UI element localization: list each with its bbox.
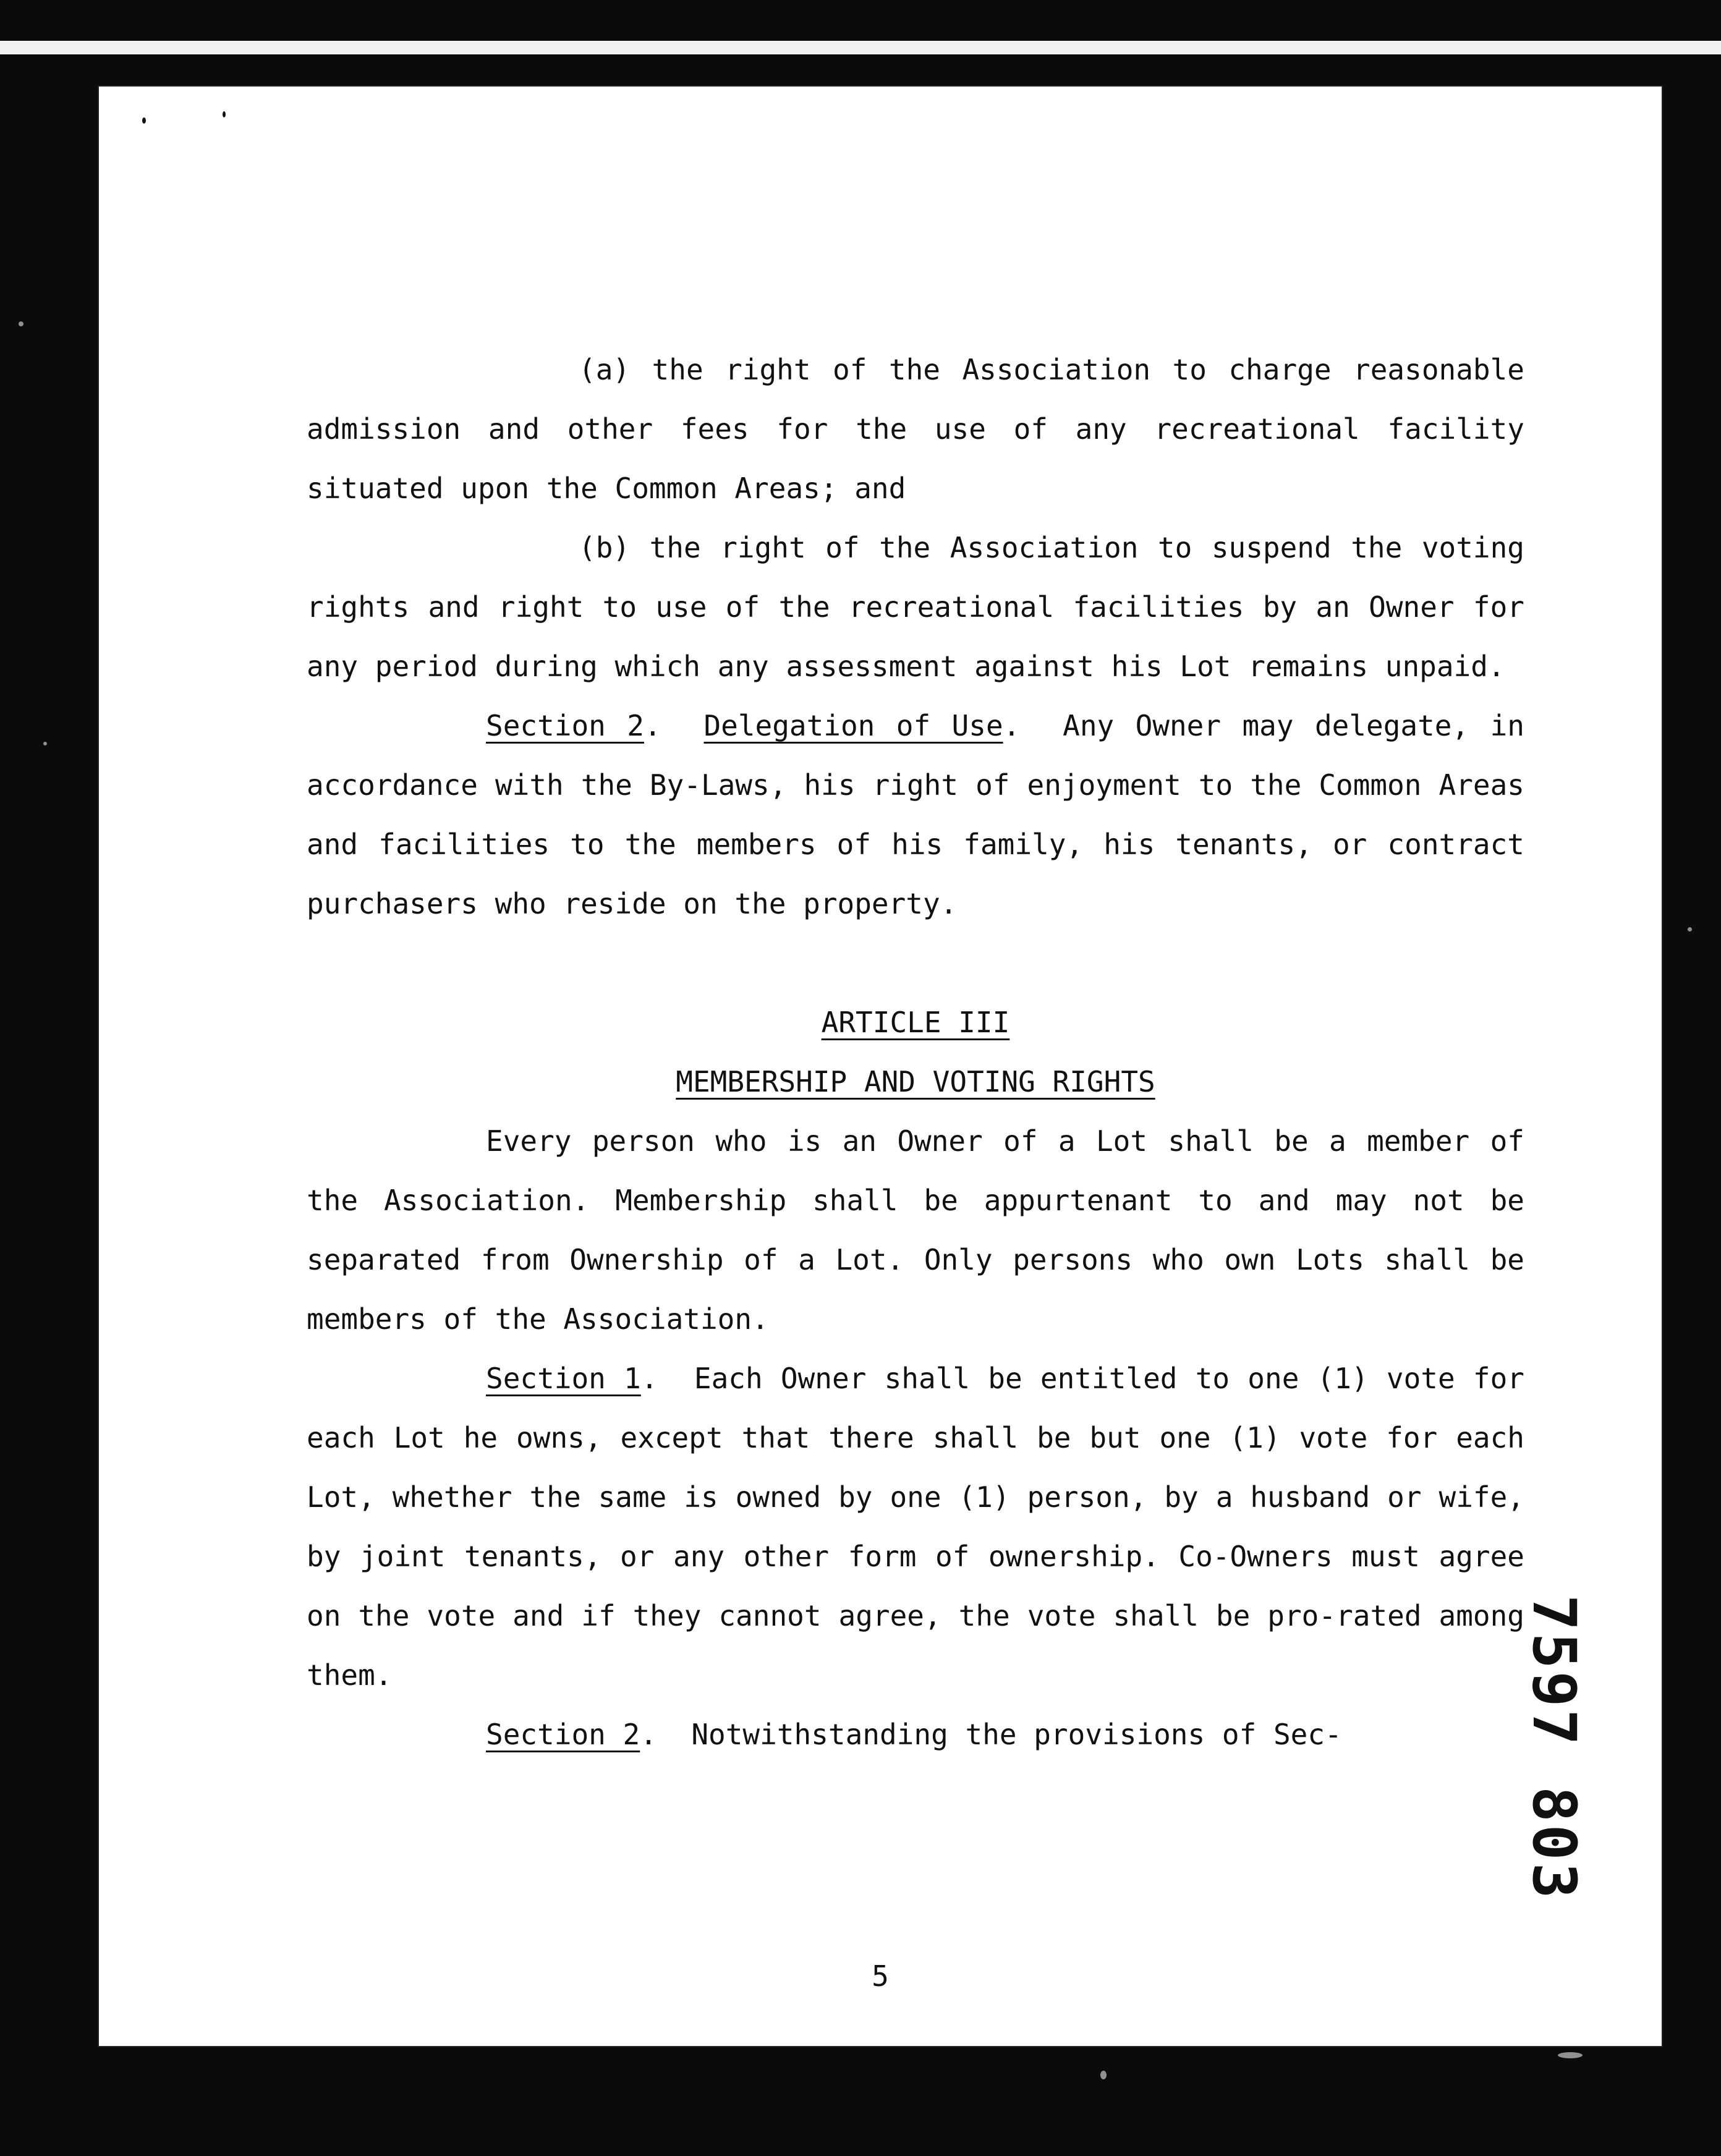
scan-speck bbox=[1100, 2071, 1107, 2079]
clause-b: (b) the right of the Association to suspend the voting rights and right to use of the recreational facilities by an Owner for any period during which any assessment against his Lot remains unpaid. bbox=[307, 531, 1524, 683]
section-2b-label: Section 2 bbox=[486, 1718, 640, 1751]
scan-speck bbox=[1558, 2052, 1583, 2058]
article-title: MEMBERSHIP AND VOTING RIGHTS bbox=[676, 1065, 1155, 1098]
section-1-label: Section 1 bbox=[486, 1362, 641, 1395]
paragraph-spacer bbox=[307, 933, 1524, 993]
section-1-body: Each Owner shall be entitled to one (1) vote for each Lot he owns, except that there shall be but one (1) vote for each Lot, whether the same is owned by one (1) person, by a husband or wife, by joint tenants, or any other form of ownership. Co-Owners must agree on the vote and if they cannot agree, the vote shall be pro-rated among them. bbox=[307, 1362, 1524, 1692]
scanner-edge-strip bbox=[0, 41, 1721, 54]
section-2b-body: Notwithstanding the provisions of Sec- bbox=[691, 1718, 1342, 1751]
section-1-voting: Section 1. Each Owner shall be entitled to one (1) vote for each Lot he owns, except that there shall be but one (1) vote for each Lot, whether the same is owned by one (1) person, by a husband or wife, by joint tenants, or any other form of ownership. Co-Owners must agree on the vote and if they cannot agree, the vote shall be pro-rated among them. bbox=[307, 1362, 1524, 1692]
article-heading: ARTICLE III bbox=[821, 1006, 1010, 1039]
scan-speck bbox=[19, 321, 23, 326]
page-speck bbox=[142, 117, 146, 124]
clause-a: (a) the right of the Association to charge reasonable admission and other fees for the use of any recreational facility situated upon the Common Areas; and bbox=[307, 353, 1524, 505]
document-body bbox=[307, 340, 1524, 1764]
section-2-body: Any Owner may delegate, in accordance with the By-Laws, his right of enjoyment to the Common Areas and facilities to the members of his family, his tenants, or contract purchasers who reside on the property. bbox=[307, 709, 1524, 920]
section-2-notwithstanding: Section 2. Notwithstanding the provisions of Sec- bbox=[486, 1718, 1342, 1751]
section-2-delegation: Section 2. Delegation of Use. Any Owner may delegate, in accordance with the By-Laws, his right of enjoyment to the Common Areas and facilities to the members of his family, his tenants, or contract purchasers who reside on the property. bbox=[307, 709, 1524, 920]
page-speck bbox=[223, 111, 226, 117]
page-number-stamp: 803 bbox=[1519, 1786, 1589, 1901]
page-number: 5 bbox=[872, 1959, 889, 1993]
book-number-stamp: 7597 bbox=[1519, 1595, 1589, 1748]
section-2-title: Delegation of Use bbox=[703, 709, 1003, 742]
article-intro: Every person who is an Owner of a Lot shall be a member of the Association. Membership shall be appurtenant to and may not be separated from Ownership of a Lot. Only persons who own Lots shall be members of the Association. bbox=[307, 1124, 1524, 1336]
scan-speck bbox=[43, 742, 47, 745]
document-page bbox=[99, 87, 1662, 2046]
section-2-label: Section 2 bbox=[486, 709, 644, 742]
scan-speck bbox=[1688, 927, 1692, 932]
